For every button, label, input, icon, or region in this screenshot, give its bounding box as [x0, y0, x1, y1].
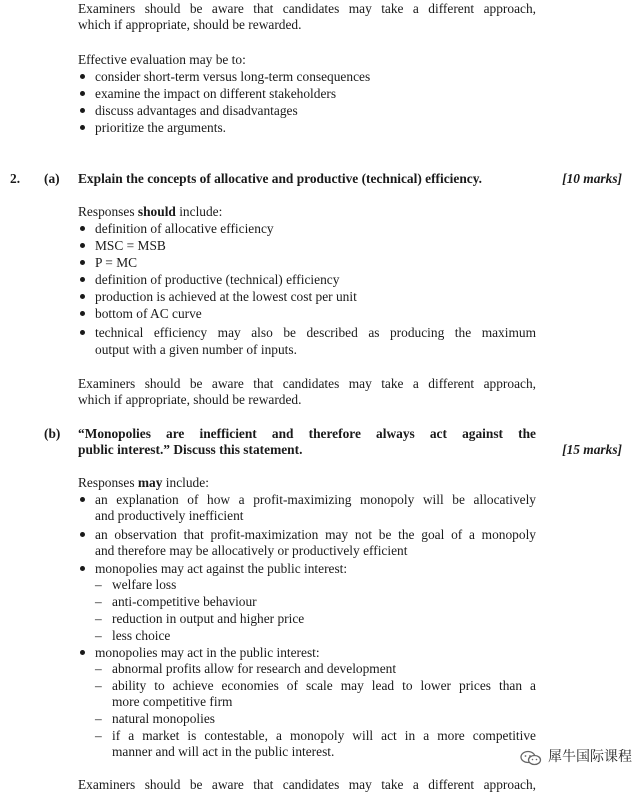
- part-a-bullet-5: production is achieved at the lowest cost per unit: [95, 289, 357, 304]
- part-a-note-line-2: which if appropriate, should be rewarded.: [78, 392, 302, 407]
- dash-marker: –: [95, 711, 102, 726]
- eval-bullet-4: prioritize the arguments.: [95, 120, 227, 135]
- in-item-4-line-2: manner and will act in the public interest.: [112, 744, 335, 759]
- eval-bullet-3: discuss advantages and disadvantages: [95, 103, 298, 118]
- dash-marker: –: [95, 594, 102, 609]
- part-a-bullet-4: definition of productive (technical) efficiency: [95, 272, 340, 287]
- evaluation-intro: Effective evaluation may be to:: [78, 52, 246, 67]
- part-b-bullet-1-line-1: an explanation of how a profit-maximizing monopoly will be allocatively: [95, 492, 536, 507]
- dash-marker: –: [95, 628, 102, 643]
- intro-note-line-2: which if appropriate, should be rewarded.: [78, 17, 302, 32]
- part-a-marks: [10 marks]: [562, 171, 622, 186]
- watermark-text: 犀牛国际课程: [548, 749, 632, 765]
- part-b-bullet-2-line-1: an observation that profit-maximization may not be the goal of a monopoly: [95, 527, 536, 542]
- in-item-1: abnormal profits allow for research and development: [112, 661, 397, 676]
- intro-note-line-1: Examiners should be aware that candidates may take a different approach,: [78, 1, 536, 16]
- part-b-marks: [15 marks]: [562, 442, 622, 457]
- watermark: [520, 749, 632, 766]
- in-item-3: natural monopolies: [112, 711, 216, 726]
- part-a-note-line-1: Examiners should be aware that candidates may take a different approach,: [78, 376, 536, 391]
- part-a-question: Explain the concepts of allocative and productive (technical) efficiency.: [78, 171, 483, 186]
- part-a-label: (a): [44, 171, 60, 186]
- against-item-3: reduction in output and higher price: [112, 611, 305, 626]
- eval-bullet-1: consider short-term versus long-term consequences: [95, 69, 371, 84]
- part-b-bullet-2-line-2: and therefore may be allocatively or productively efficient: [95, 543, 408, 558]
- part-a-bullet-1: definition of allocative efficiency: [95, 221, 274, 236]
- question-number: 2.: [10, 171, 21, 186]
- part-a-bullet-7-line-2: output with a given number of inputs.: [95, 342, 297, 357]
- part-b-question-line-1: “Monopolies are inefficient and therefore always act against the: [78, 426, 536, 441]
- part-b-question-line-2: public interest.” Discuss this statement.: [78, 442, 303, 457]
- eval-bullet-2: examine the impact on different stakeholders: [95, 86, 337, 101]
- part-b-note-line-1: Examiners should be aware that candidates may take a different approach,: [78, 777, 536, 792]
- in-item-2-line-2: more competitive firm: [112, 694, 233, 709]
- part-b-bullet-4: monopolies may act in the public interest:: [95, 645, 320, 660]
- part-a-bullet-2: MSC = MSB: [95, 238, 166, 253]
- wechat-icon: [520, 750, 542, 766]
- dash-marker: –: [95, 611, 102, 626]
- dash-marker: –: [95, 661, 102, 676]
- part-b-bullet-1-line-2: and productively inefficient: [95, 508, 244, 523]
- part-b-label: (b): [44, 426, 61, 441]
- dash-marker: –: [95, 577, 102, 592]
- part-b-bullet-3: monopolies may act against the public interest:: [95, 561, 348, 576]
- part-a-bullet-3: P = MC: [95, 255, 138, 270]
- dash-marker: –: [95, 678, 102, 693]
- dash-marker: –: [95, 728, 102, 743]
- against-item-1: welfare loss: [112, 577, 177, 592]
- against-item-4: less choice: [112, 628, 171, 643]
- in-item-2-line-1: ability to achieve economies of scale may lead to lower prices than a: [112, 678, 536, 693]
- against-item-2: anti-competitive behaviour: [112, 594, 257, 609]
- in-item-4-line-1: if a market is contestable, a monopoly will act in a more competitive: [112, 728, 536, 743]
- part-a-responses-heading: Responses should include:: [78, 204, 223, 219]
- part-a-bullet-6: bottom of AC curve: [95, 306, 202, 321]
- part-b-responses-heading: Responses may include:: [78, 475, 209, 490]
- part-a-bullet-7-line-1: technical efficiency may also be described as producing the maximum: [95, 325, 536, 340]
